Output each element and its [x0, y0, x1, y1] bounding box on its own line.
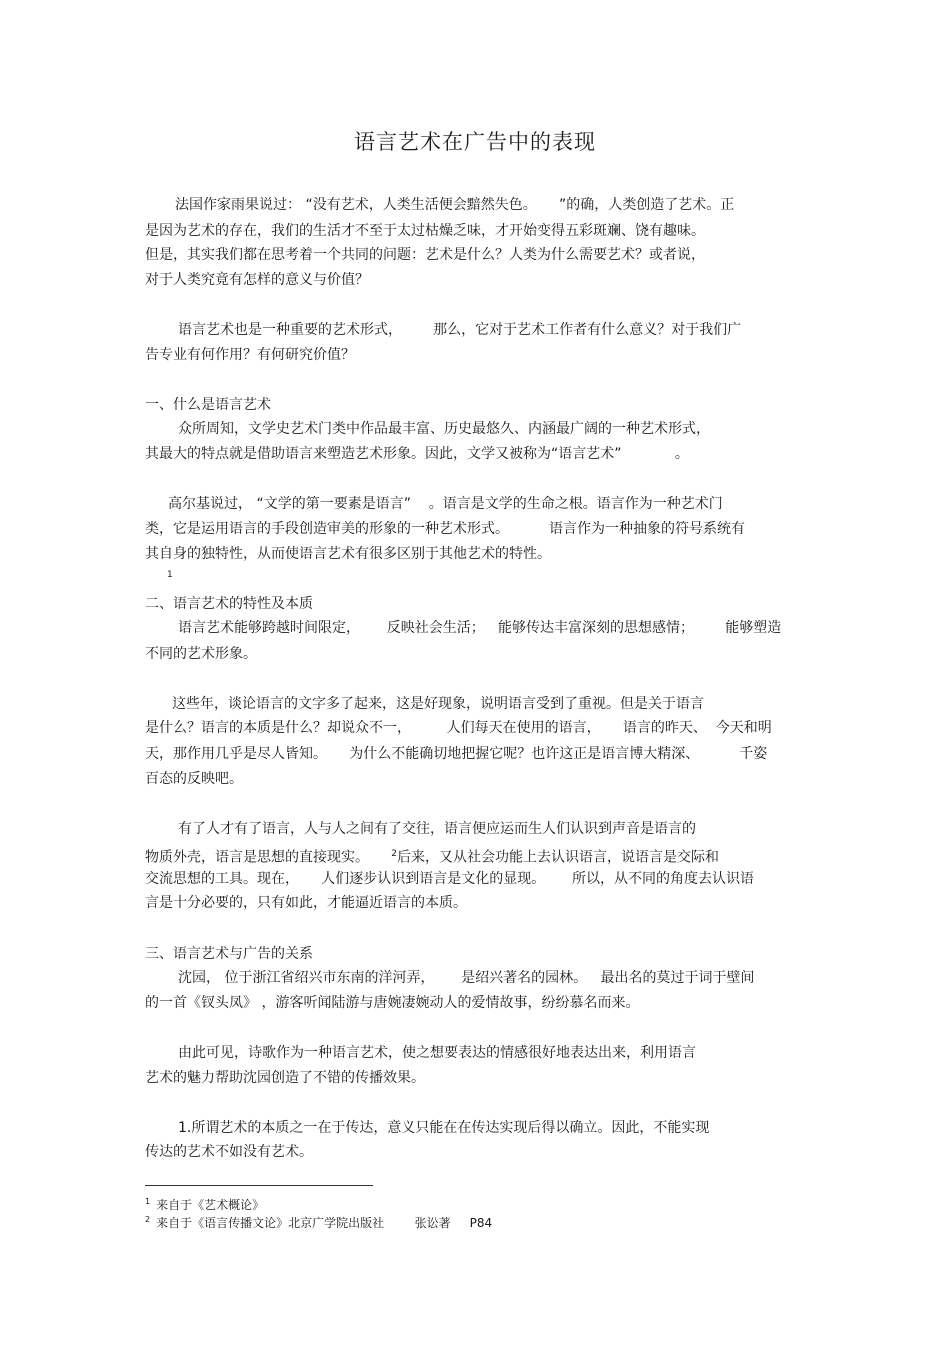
footnote-1	[145, 1196, 264, 1213]
footnote-1-text: 来自于《艺术概论》	[156, 1198, 265, 1212]
body-line-21	[145, 845, 719, 867]
line-21-after: 后来，又从社会功能上去认识语言，说语言是交际和	[396, 849, 719, 866]
body-line-7: 一、什么是语言艺术	[145, 397, 271, 413]
body-line-3: 但是，其实我们都在思考着一个共同的问题：艺术是什么？人类为什么需要艺术？或者说，	[145, 247, 705, 263]
body-line-14: 语言艺术能够跨越时间限定， 反映社会生活； 能够传达丰富深刻的思想感情； 能够塑造	[178, 620, 782, 636]
body-line-1: 法国作家雨果说过： “没有艺术，人类生活便会黯然失色。 ”的确，人类创造了艺术。正	[175, 197, 735, 213]
footnote-2-mark: 2	[145, 1215, 151, 1224]
body-line-4: 对于人类究竟有怎样的意义与价值？	[145, 272, 369, 288]
body-line-6: 告专业有何作用？有何研究价值？	[145, 347, 355, 363]
body-line-12: 其自身的独特性，从而使语言艺术有很多区别于其他艺术的特性。	[145, 546, 551, 562]
footnote-1-mark: 1	[145, 1197, 151, 1206]
body-line-24: 三、语言艺术与广告的关系	[145, 946, 313, 962]
body-line-5: 语言艺术也是一种重要的艺术形式， 那么，它对于艺术工作者有什么意义？对于我们广	[178, 322, 742, 338]
body-line-18: 天，那作用几乎是尽人皆知。 为什么不能确切地把握它呢？也许这正是语言博大精深、 千姿	[145, 746, 768, 762]
body-line-11: 类，它是运用语言的手段创造审美的形象的一种艺术形式。 语言作为一种抽象的符号系统有	[145, 521, 746, 537]
footnote-2	[145, 1214, 492, 1231]
body-line-2: 是因为艺术的存在，我们的生活才不至于太过枯燥乏味，才开始变得五彩斑斓、饶有趣味。	[145, 223, 705, 239]
body-line-16: 这些年，谈论语言的文字多了起来，这是好现象，说明语言受到了重视。但是关于语言	[172, 696, 704, 712]
body-line-20: 有了人才有了语言，人与人之间有了交往，语言便应运而生人们认识到声音是语言的	[178, 821, 696, 837]
footnote-2-text: 来自于《语言传播文论》北京广学院出版社 张讼著 P84	[156, 1216, 493, 1230]
body-line-8: 众所周知，文学史艺术门类中作品最丰富、历史最悠久、内涵最广阔的一种艺术形式，	[178, 421, 710, 437]
footnote-ref-2[interactable]: 2	[391, 849, 397, 859]
body-line-10: 高尔基说过， “文学的第一要素是语言” 。语言是文学的生命之根。语言作为一种艺术门	[168, 496, 723, 512]
body-line-15: 不同的艺术形象。	[145, 646, 257, 662]
body-line-17: 是什么？语言的本质是什么？却说众不一， 人们每天在使用的语言， 语言的昨天、 今天和明	[145, 720, 772, 736]
line-21-before: 物质外壳，语言是思想的直接现实。	[145, 849, 392, 866]
body-line-25: 沈园， 位于浙江省绍兴市东南的洋河弄， 是绍兴著名的园林。 最出名的莫过于词于壁间	[178, 970, 755, 986]
body-line-22: 交流思想的工具。现在， 人们逐步认识到语言是文化的显现。 所以，从不同的角度去认识语	[145, 871, 754, 887]
body-line-30: 传达的艺术不如没有艺术。	[145, 1144, 313, 1160]
body-line-29: 1.所谓艺术的本质之一在于传达，意义只能在在传达实现后得以确立。因此，不能实现	[178, 1120, 710, 1136]
page-title: 语言艺术在广告中的表现	[354, 130, 596, 154]
body-line-19: 百态的反映吧。	[145, 771, 243, 787]
body-line-9: 其最大的特点就是借助语言来塑造艺术形象。因此，文学又被称为“语言艺术” 。	[145, 446, 689, 462]
body-line-13: 二、语言艺术的特性及本质	[145, 596, 313, 612]
body-line-23: 言是十分必要的，只有如此，才能逼近语言的本质。	[145, 895, 467, 911]
body-line-27: 由此可见，诗歌作为一种语言艺术，使之想要表达的情感很好地表达出来，利用语言	[178, 1045, 696, 1061]
footnote-ref-1[interactable]: 1	[167, 570, 173, 580]
footnote-separator	[145, 1185, 373, 1186]
body-line-28: 艺术的魅力帮助沈园创造了不错的传播效果。	[145, 1070, 425, 1086]
body-line-26: 的一首《钗头凤》 ，游客听闻陆游与唐婉凄婉动人的爱情故事，纷纷慕名而来。	[145, 995, 640, 1011]
